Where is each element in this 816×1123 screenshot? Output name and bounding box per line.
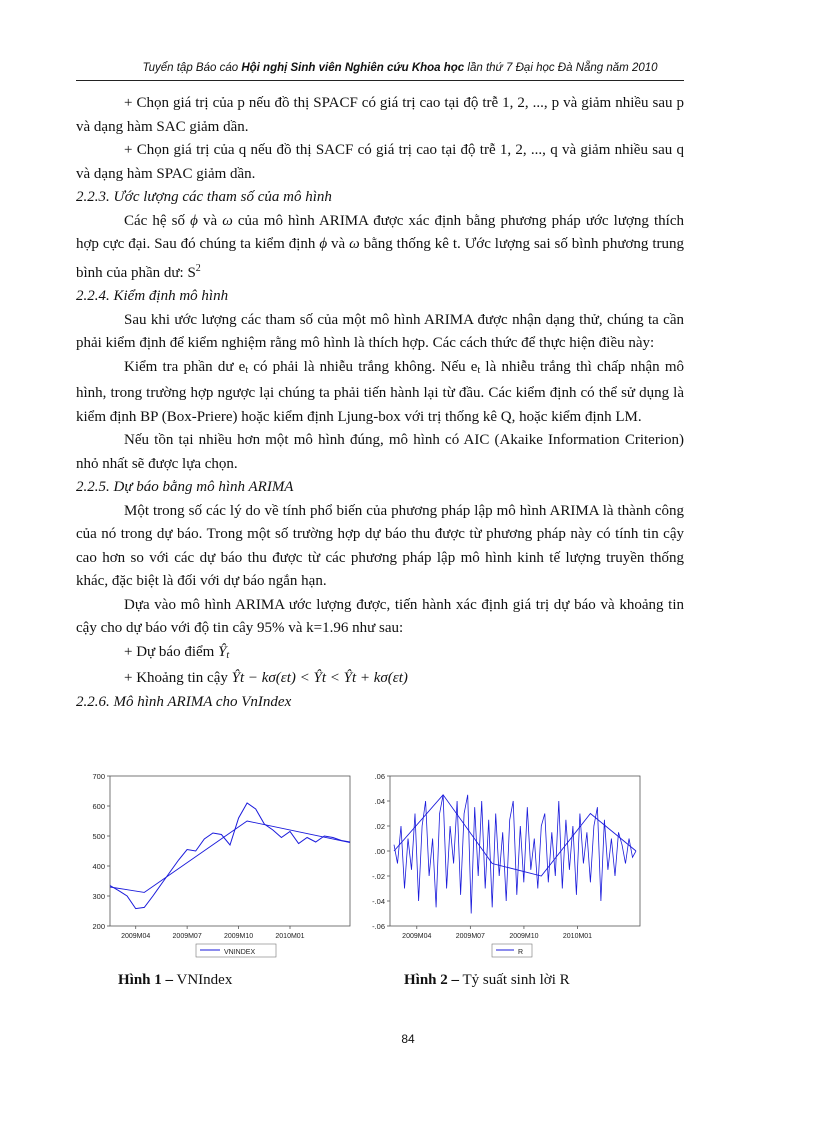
paragraph: Sau khi ước lượng các tham số của một mô hình ARIMA được nhận dạng thử, chúng ta cần phải kiểm định để kiểm nghiệm rằng mô hình là thích hợp. Các cách thức để thực hiện điều này:: [76, 311, 684, 351]
y-tick-label: 400: [92, 862, 105, 871]
chart-return: [362, 770, 652, 965]
paragraph: + Chọn giá trị của q nếu đồ thị SACF có giá trị cao tại độ trễ 1, 2, ..., q và giảm nhiều sau q và dạng hàm SPAC giảm dần.: [76, 142, 684, 182]
figure-caption: Hình 1 – VNIndex: [118, 972, 233, 988]
x-tick-label: 2009M04: [121, 933, 151, 940]
y-tick-label: -.02: [372, 872, 385, 881]
section-heading: 2.2.3. Ước lượng các tham số của mô hình: [76, 189, 332, 205]
paragraph: Một trong số các lý do về tính phổ biến của phương pháp lập mô hình ARIMA là thành công của nó trong dự báo. Trong một số trường hợp dự báo thu được từ phương pháp này có tính tin cậy cao hơn so với các dự báo thu được từ các phương pháp lập mô hình kinh tế lượng truyền thống khác, đặc biệt là đối với dự báo ngắn hạn.: [76, 502, 684, 589]
paragraph: Dựa vào mô hình ARIMA ước lượng được, tiến hành xác định giá trị dự báo và khoảng tin cậy cho dự báo với độ tin cây 95% và k=1.96 như sau:: [76, 596, 684, 636]
x-tick-label: 2009M10: [509, 933, 539, 940]
x-tick-label: 2010M01: [275, 933, 305, 940]
y-tick-label: 600: [92, 802, 105, 811]
x-tick-label: 2009M04: [402, 933, 432, 940]
x-tick-label: 2009M07: [172, 933, 202, 940]
chart-vnindex: [86, 770, 356, 965]
y-tick-label: .00: [374, 847, 385, 856]
y-tick-label: .02: [374, 822, 385, 831]
y-tick-label: 200: [92, 922, 105, 931]
plot-frame: [110, 776, 350, 926]
running-header: Tuyển tập Báo cáo Hội nghị Sinh viên Nghiên cứu Khoa học lần thứ 7 Đại học Đà Nẵng năm 2010: [142, 62, 658, 74]
y-tick-label: -.04: [372, 897, 385, 906]
paragraph: Kiểm tra phần dư $e_t$ có phải là nhiễu trắng không. Nếu $e_t$ là nhiễu trắng thì chấp nhận mô hình, trong trường hợp ngược lại chúng ta phải tiến hành lại từ đầu. Các kiểm định có thể sử dụng là kiểm định BP (Box-Priere) hoặc kiểm định Ljung-box với trị thống kê Q, hoặc kiểm định LM.: [76, 358, 684, 425]
paragraph: Nếu tồn tại nhiều hơn một mô hình đúng, mô hình có AIC (Akaike Information Criterion) nhỏ nhất sẽ được lựa chọn.: [76, 432, 684, 472]
y-tick-label: 500: [92, 832, 105, 841]
x-tick-label: 2009M10: [223, 933, 254, 940]
formula-point-forecast: + Dự báo điểm $Ŷ_t$: [124, 643, 230, 661]
legend-label: VNINDEX: [224, 949, 256, 956]
trend-line: [110, 821, 350, 892]
page-number: 84: [401, 1032, 415, 1046]
section-heading: 2.2.6. Mô hình ARIMA cho VnIndex: [76, 693, 292, 710]
series-line-r: [394, 795, 636, 914]
legend-label: R: [518, 949, 524, 956]
section-heading: 2.2.4. Kiểm định mô hình: [76, 288, 229, 304]
y-tick-label: -.06: [372, 922, 385, 931]
paragraph: + Chọn giá trị của p nếu đồ thị SPACF có giá trị cao tại độ trễ 1, 2, ..., p và giảm nhiều sau p và dạng hàm SAC giảm dần.: [76, 95, 684, 135]
formula-interval: + Khoảng tin cậy Ŷt − kσ(εt) < Ŷt < Ŷt + kσ(εt): [124, 670, 408, 686]
section-heading: 2.2.5. Dự báo bằng mô hình ARIMA: [76, 479, 294, 495]
y-tick-label: 700: [92, 772, 105, 781]
figure-vnindex: [86, 770, 356, 970]
paragraph: Các hệ số ϕ và ω của mô hình ARIMA được xác định bằng phương pháp ước lượng thích hợp cực đại. Sau đó chúng ta kiểm định ϕ và ω bằng thống kê t. Ước lượng sai số bình phương trung bình của phần dư: $S^2$: [76, 212, 684, 281]
figure-return: [362, 770, 652, 970]
y-tick-label: .04: [374, 797, 385, 806]
y-tick-label: .06: [374, 772, 385, 781]
body-text: [76, 92, 684, 714]
header-rule: [76, 80, 684, 81]
figure-caption: Hình 2 – Tỷ suất sinh lời R: [404, 972, 570, 988]
y-tick-label: 300: [92, 892, 105, 901]
x-tick-label: 2009M07: [455, 933, 485, 940]
series-line-vnindex: [110, 803, 350, 909]
x-tick-label: 2010M01: [562, 933, 593, 940]
